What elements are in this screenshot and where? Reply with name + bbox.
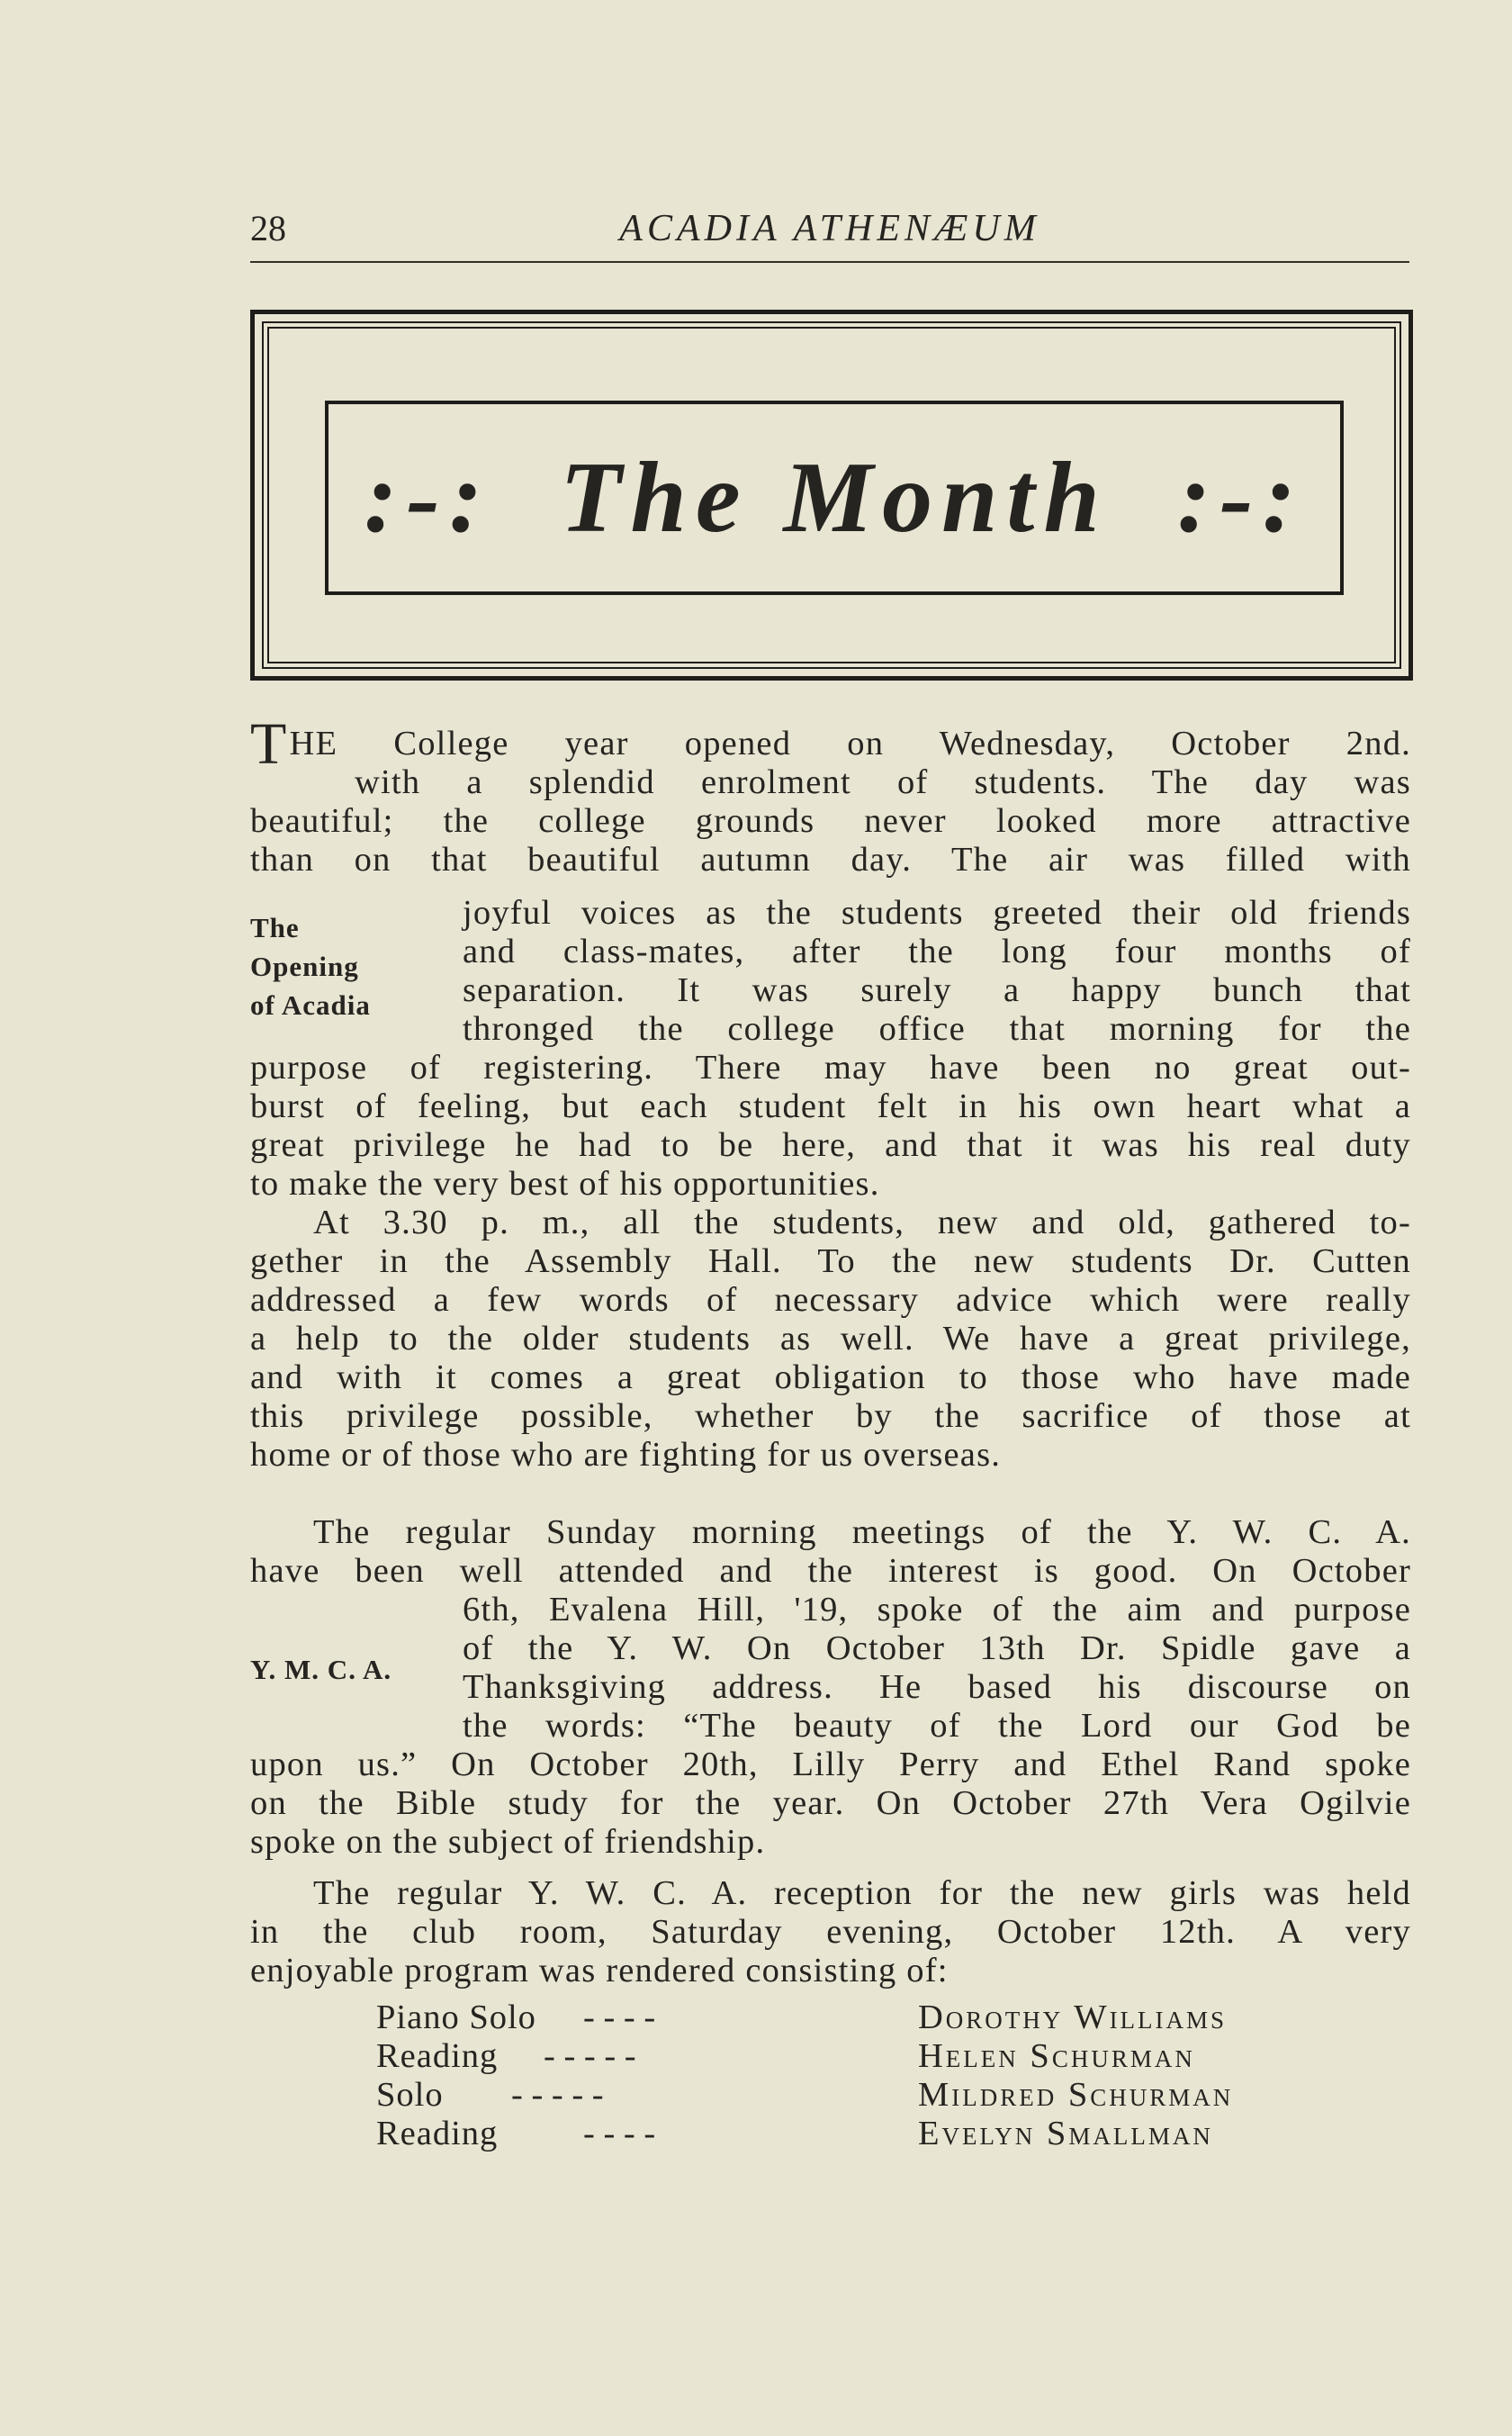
text-line: the words: “The beauty of the Lord our God be [463,1707,1411,1745]
reception-paragraph [250,1874,1411,1990]
ywca-paragraph-top [250,1513,1411,1591]
text-line: gether in the Assembly Hall. To the new students Dr. Cutten [250,1242,1411,1280]
ywca-sidenote-block [250,1591,1411,1746]
program-list [376,1998,1294,2153]
text-line: The regular Sunday morning meetings of the Y. W. C. A. [313,1513,1411,1551]
sidenote-line: The [250,912,300,943]
text-line: with a splendid enrolment of students. The day was [355,763,1411,801]
text-line: have been well attended and the interest is good. On October [250,1552,1411,1590]
section-title: :-: The Month :-: [364,441,1305,554]
text-line: in the club room, Saturday evening, October 12th. A very [250,1913,1411,1951]
text-line: joyful voices as the students greeted their old friends [463,894,1411,932]
opening-paragraph-bottom [250,1049,1411,1204]
text-line: purpose of registering. There may have been no great out- [250,1049,1411,1087]
text-line: burst of feeling, but each student felt in his own heart what a [250,1087,1411,1125]
text-line: this privilege possible, whether by the sacrifice of those at [250,1397,1411,1435]
program-leader: - - - - [583,2115,656,2152]
sidenote-label: Y. M. C. A. [250,1654,392,1685]
opening-sidenote-block [250,894,1411,1049]
text-line: upon us.” On October 20th, Lilly Perry and Ethel Rand spoke [250,1746,1411,1783]
program-leader: - - - - - [511,2076,604,2114]
text-line: beautiful; the college grounds never looked more attractive [250,802,1411,840]
running-head [250,200,1409,254]
text-line: of the Y. W. On October 13th Dr. Spidle gave a [463,1629,1411,1667]
text-line [250,711,1411,777]
program-row [376,1998,1294,2037]
text-line: to make the very best of his opportunities. [250,1165,880,1203]
journal-title: ACADIA ATHENÆUM [619,208,1040,249]
text-line: and class-mates, after the long four months of [463,933,1411,970]
program-performer: Mildred Schurman [918,2076,1234,2114]
program-performer: Evelyn Smallman [918,2115,1213,2152]
section-title-frame [250,310,1413,681]
text-line: thronged the college office that morning for the [463,1010,1411,1048]
text-line: great privilege he had to be here, and that it was his real duty [250,1126,1411,1164]
text-line: The regular Y. W. C. A. reception for the new girls was held [313,1874,1411,1912]
program-row [376,2037,1294,2076]
program-row [376,2115,1294,2153]
assembly-paragraph [250,1204,1411,1475]
section-title-box [325,401,1344,595]
program-item: Solo [376,2076,444,2114]
ywca-paragraph-bottom [250,1746,1411,1862]
sidenote-text [463,1591,1411,1746]
program-performer: Helen Schurman [918,2037,1195,2075]
text-line-content: HE College year opened on Wednesday, October 2nd. [289,725,1411,762]
text-line: than on that beautiful autumn day. The air was filled with [250,841,1411,879]
sidenote-line: Opening [250,951,359,982]
program-leader: - - - - - [544,2037,636,2075]
text-line: a help to the older students as well. We have a great privilege, [250,1320,1411,1358]
drop-cap: T [250,711,288,777]
text-line: spoke on the subject of friendship. [250,1823,766,1861]
program-performer: Dorothy Williams [918,1998,1228,2036]
sidenote-label [250,908,430,1024]
program-item: Reading [376,2037,499,2075]
page-number: 28 [250,208,286,248]
program-item: Piano Solo [376,1998,536,2036]
text-line: enjoyable program was rendered consisting of: [250,1952,949,1989]
text-line: 6th, Evalena Hill, '19, spoke of the aim and purpose [463,1591,1411,1629]
text-line: addressed a few words of necessary advice which were really [250,1281,1411,1319]
opening-paragraph-top [250,711,1411,880]
text-line: separation. It was surely a happy bunch that [463,971,1411,1009]
text-line: and with it comes a great obligation to those who have made [250,1358,1411,1396]
text-line: home or of those who are fighting for us overseas. [250,1436,1002,1474]
program-item: Reading [376,2115,499,2152]
text-line: Thanksgiving address. He based his discourse on [463,1668,1411,1706]
sidenote-text [463,894,1411,1049]
sidenote-line: of Acadia [250,989,371,1021]
program-leader: - - - - [583,1998,656,2036]
text-line: At 3.30 p. m., all the students, new and old, gathered to- [313,1204,1411,1241]
header-rule [250,261,1409,263]
text-line: on the Bible study for the year. On October 27th Vera Ogilvie [250,1784,1411,1822]
program-row [376,2076,1294,2115]
